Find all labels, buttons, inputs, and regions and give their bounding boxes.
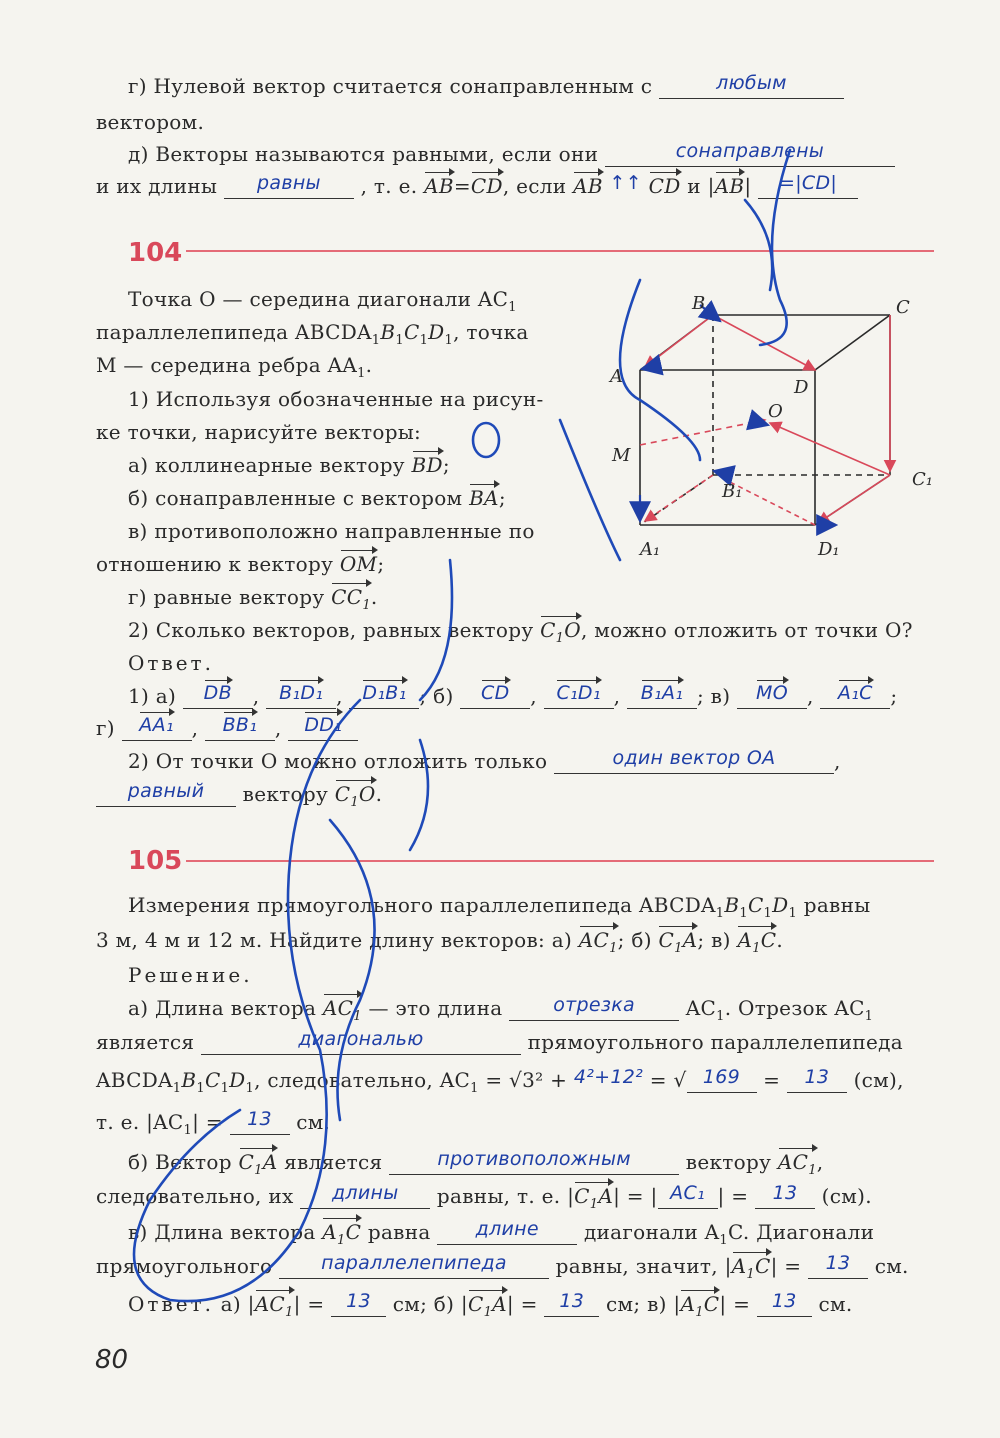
parallelepiped-figure [600,285,945,560]
section-number-104: 104 [128,238,183,268]
label-C: C [896,297,910,318]
s105-v2: прямоугольного параллелепипеда равны, значит, $|A_1C| = 13$ см. [96,1252,909,1282]
s104-answer1-g: г) AA₁ , BB₁ , DD₁ [96,716,358,741]
s105-b2: следовательно, их длины равны, т. е. $|C_1A|$ = | AC₁ | = 13 (см). [96,1182,872,1212]
item-d-line2: и их длины равны , т. е. AB=CD, если AB ↑↑ CD и |AB| =|CD| [96,174,858,199]
answer-blank: равны [224,174,354,199]
s105-a3: $ABCDA_1B_1C_1D_1$, следовательно, $AC_1 = √3^2 + 4^2+12^2$ = √ 169 = 13 (см), [96,1066,904,1096]
section-rule [186,250,934,252]
label-B: B [692,293,706,314]
s104-answer2b: равный вектору $C_1O$. [96,782,382,810]
answer-label: Ответ. [128,651,214,675]
s105-a4: т. е. $|AC_1| = 13$ см. [96,1108,331,1138]
item-g: г) Нулевой вектор считается сонаправленным с любым [128,74,844,99]
item-g-cont: вектором. [96,110,205,134]
solution-label: Решение. [128,963,253,987]
s105-b1: б) Вектор $C_1A$ является противоположным вектору $AC_1$, [128,1148,824,1178]
s104-p1: Точка O — середина диагонали $AC_1$ [128,287,517,315]
answer-blank: любым [659,74,844,99]
s105-v1: в) Длина вектора $A_1C$ равна длине диагонали $A_1C$. Диагонали [128,1218,875,1248]
s104-answer1: 1) а) DB , B₁D₁ , D₁B₁ ; б) CD , C₁D₁ , B₁A₁ ; в) MO , A₁C ; [128,682,898,708]
s104-qa: а) коллинеарные вектору BD; [128,453,450,477]
label-A1: A₁ [640,539,661,560]
label-C1: C₁ [912,469,933,490]
s105-a1: а) Длина вектора $AC_1$ — это длина отрезка $AC_1$. Отрезок $AC_1$ [128,994,874,1024]
s104-qv2: отношению к вектору OM; [96,552,385,576]
s104-p2: параллелепипеда $ABCDA_1B_1C_1D_1$, точка [96,320,529,348]
s104-qv: в) противоположно направленные по [128,519,535,543]
s105-p2: 3 м, 4 м и 12 м. Найдите длину векторов: а) $AC_1$; б) $C_1A$; в) $A_1C$. [96,928,784,956]
s104-q1: 1) Используя обозначенные на рисун- [128,387,544,411]
section-number-105: 105 [128,846,183,876]
s105-a2: является диагональю прямоугольного параллелепипеда [96,1028,903,1054]
answer-blank: =|CD| [758,174,858,199]
s105-p1: Измерения прямоугольного параллелепипеда $ABCDA_1B_1C_1D_1$ равны [128,893,871,921]
s105-answer: Ответ. а) $|AC_1| = 13$ см; б) $|C_1A| = 13$ см; в) $|A_1C| = 13$ см. [128,1290,853,1320]
s104-p3: M — середина ребра $AA_1$. [96,353,373,381]
label-B1: B₁ [722,481,743,502]
label-D1: D₁ [818,539,840,560]
item-d: д) Векторы называются равными, если они сонаправлены [128,142,895,167]
s104-qg: г) равные вектору $CC_1$. [128,585,378,613]
answer-blank: сонаправлены [605,142,895,167]
label-A: A [610,366,623,387]
label-D: D [794,377,809,398]
s104-answer2: 2) От точки O можно отложить только один вектор OA , [128,747,841,773]
label-O: O [768,401,783,422]
s104-qb: б) сонаправленные с вектором BA; [128,486,506,510]
s104-q1b: ке точки, нарисуйте векторы: [96,420,422,444]
section-rule [186,860,934,862]
label-M: M [612,445,631,466]
page-number: 80 [95,1345,129,1375]
s104-q2: 2) Сколько векторов, равных вектору $C_1O$, можно отложить от точки O? [128,618,913,646]
